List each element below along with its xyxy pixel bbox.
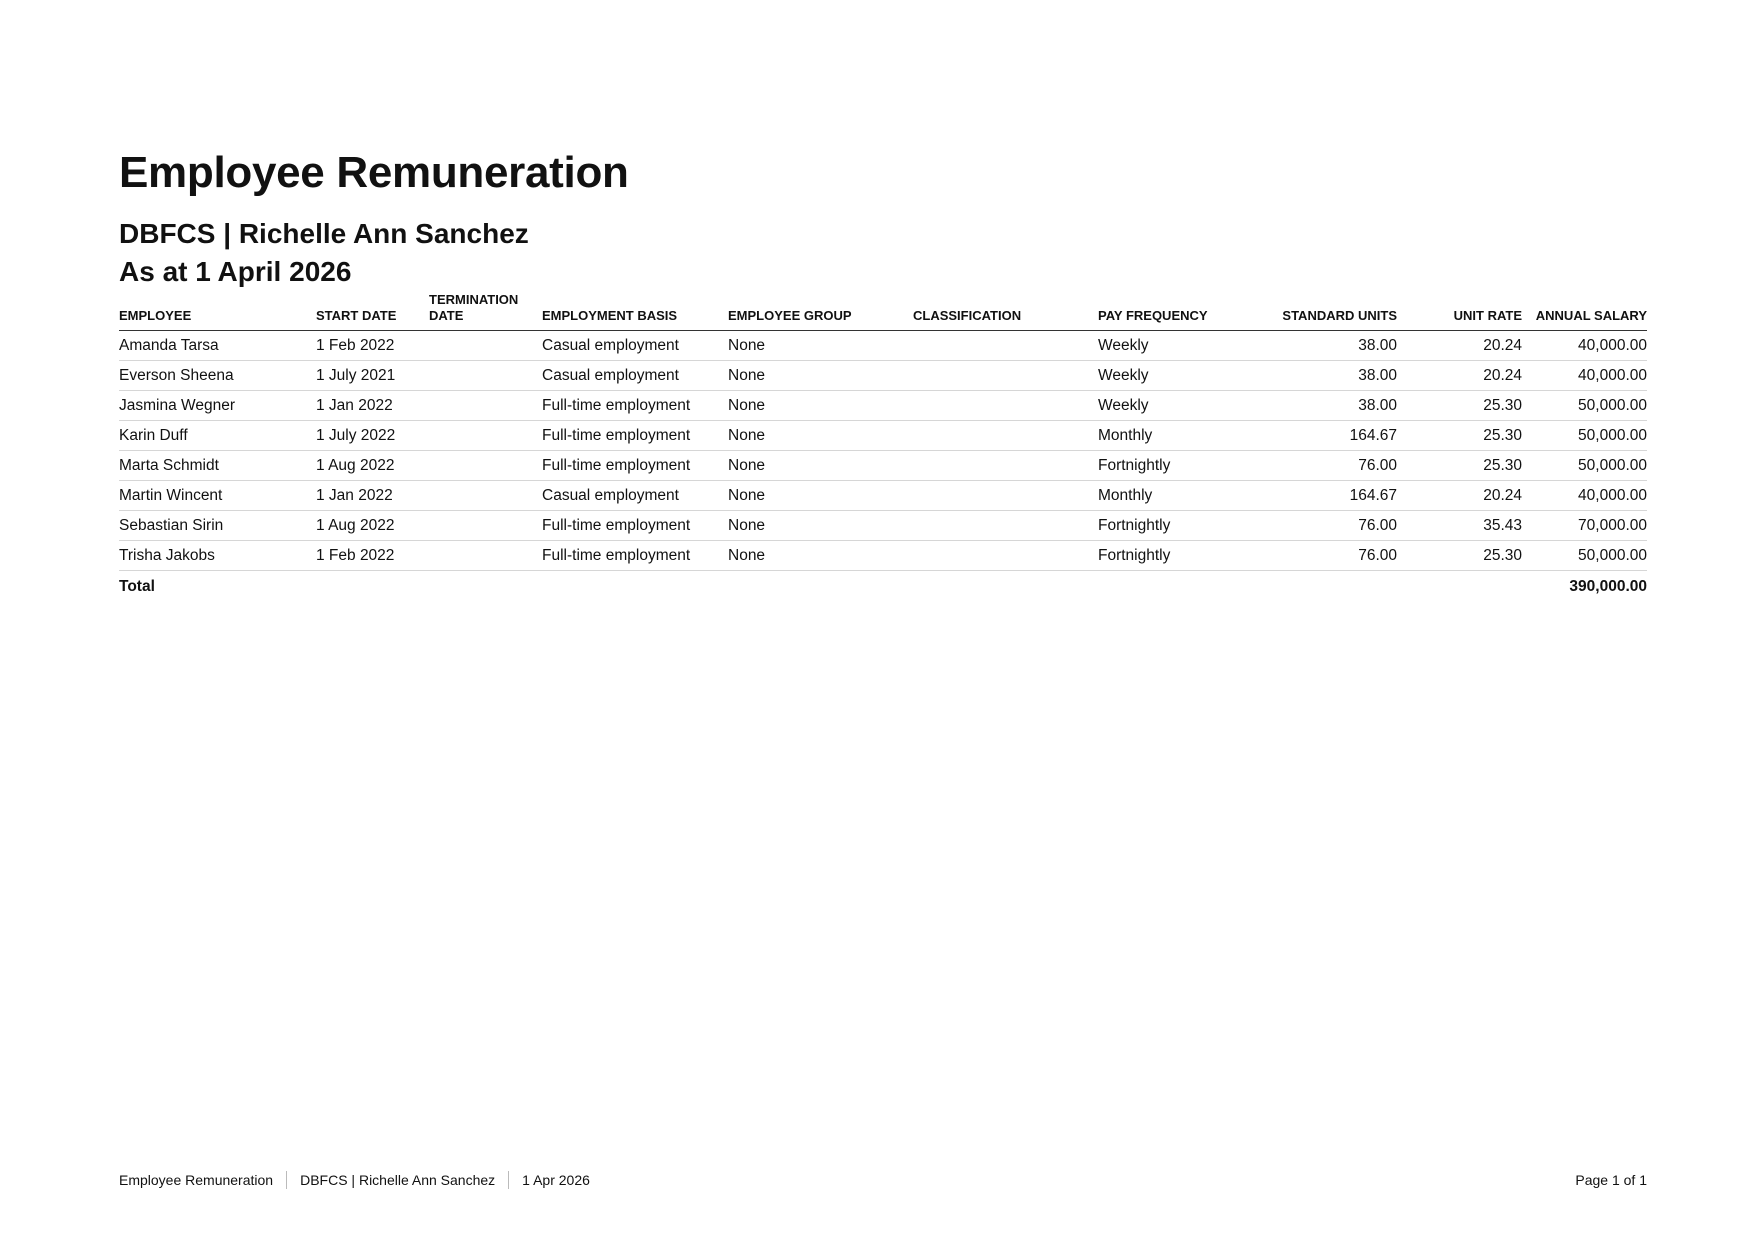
- total-empty-cell: [1248, 571, 1397, 602]
- footer-page-number: Page 1 of 1: [1575, 1172, 1647, 1188]
- cell-employee: Trisha Jakobs: [119, 541, 316, 571]
- cell-standard-units: 164.67: [1248, 481, 1397, 511]
- report-title: Employee Remuneration: [119, 148, 629, 197]
- cell-unit-rate: 20.24: [1397, 361, 1522, 391]
- total-label: Total: [119, 577, 155, 595]
- cell-employment-basis: Casual employment: [542, 361, 728, 391]
- cell-classification: [913, 421, 1098, 451]
- cell-classification: [913, 391, 1098, 421]
- cell-employee-group: None: [728, 421, 913, 451]
- cell-employment-basis: Full-time employment: [542, 511, 728, 541]
- total-row: [119, 571, 1647, 602]
- cell-termination-date: [429, 331, 542, 361]
- cell-pay-frequency: Weekly: [1098, 391, 1248, 421]
- header-termination-date: [429, 290, 542, 331]
- remuneration-table: [119, 290, 1647, 601]
- cell-annual-salary: 50,000.00: [1522, 421, 1647, 451]
- header-employee: EMPLOYEE: [119, 290, 316, 331]
- cell-employee: Amanda Tarsa: [119, 331, 316, 361]
- total-empty-cell: [316, 571, 429, 602]
- header-termination-date-line2: DATE: [429, 308, 464, 323]
- cell-start-date: 1 Aug 2022: [316, 451, 429, 481]
- cell-employee: Martin Wincent: [119, 481, 316, 511]
- cell-annual-salary: 50,000.00: [1522, 391, 1647, 421]
- cell-employment-basis: Casual employment: [542, 331, 728, 361]
- footer-report-name: Employee Remuneration: [119, 1172, 274, 1188]
- cell-employment-basis: Full-time employment: [542, 391, 728, 421]
- cell-employee-group: None: [728, 331, 913, 361]
- cell-employment-basis: Casual employment: [542, 481, 728, 511]
- cell-employee-group: None: [728, 541, 913, 571]
- cell-classification: [913, 361, 1098, 391]
- cell-unit-rate: 25.30: [1397, 421, 1522, 451]
- cell-standard-units: 76.00: [1248, 451, 1397, 481]
- cell-employee: Everson Sheena: [119, 361, 316, 391]
- report-subtitle-date: As at 1 April 2026: [119, 256, 352, 287]
- cell-start-date: 1 Feb 2022: [316, 331, 429, 361]
- cell-employee-group: None: [728, 481, 913, 511]
- header-termination-date-line1: TERMINATION: [429, 292, 519, 307]
- cell-classification: [913, 451, 1098, 481]
- cell-start-date: 1 Aug 2022: [316, 511, 429, 541]
- cell-standard-units: 164.67: [1248, 421, 1397, 451]
- header-employee-group: EMPLOYEE GROUP: [728, 290, 913, 331]
- cell-standard-units: 38.00: [1248, 331, 1397, 361]
- cell-employee-group: None: [728, 391, 913, 421]
- cell-annual-salary: 50,000.00: [1522, 541, 1647, 571]
- cell-unit-rate: 25.30: [1397, 451, 1522, 481]
- cell-termination-date: [429, 361, 542, 391]
- cell-employment-basis: Full-time employment: [542, 451, 728, 481]
- cell-annual-salary: 40,000.00: [1522, 331, 1647, 361]
- cell-standard-units: 76.00: [1248, 541, 1397, 571]
- cell-unit-rate: 25.30: [1397, 541, 1522, 571]
- total-empty-cell: [728, 571, 913, 602]
- cell-annual-salary: 70,000.00: [1522, 511, 1647, 541]
- cell-start-date: 1 July 2021: [316, 361, 429, 391]
- table-row: [119, 541, 1647, 571]
- cell-employment-basis: Full-time employment: [542, 541, 728, 571]
- cell-annual-salary: 50,000.00: [1522, 451, 1647, 481]
- cell-unit-rate: 20.24: [1397, 331, 1522, 361]
- total-empty-cell: [1397, 571, 1522, 602]
- cell-annual-salary: 40,000.00: [1522, 481, 1647, 511]
- header-unit-rate: UNIT RATE: [1397, 290, 1522, 331]
- cell-classification: [913, 511, 1098, 541]
- cell-start-date: 1 Jan 2022: [316, 481, 429, 511]
- table-row: [119, 511, 1647, 541]
- table-row: [119, 331, 1647, 361]
- footer-organisation: DBFCS | Richelle Ann Sanchez: [300, 1172, 496, 1188]
- cell-employee-group: None: [728, 511, 913, 541]
- header-annual-salary: ANNUAL SALARY: [1522, 290, 1647, 331]
- cell-start-date: 1 Jan 2022: [316, 391, 429, 421]
- cell-termination-date: [429, 511, 542, 541]
- cell-termination-date: [429, 451, 542, 481]
- cell-termination-date: [429, 421, 542, 451]
- table-row: [119, 361, 1647, 391]
- header-pay-frequency: PAY FREQUENCY: [1098, 290, 1248, 331]
- header-classification: CLASSIFICATION: [913, 290, 1098, 331]
- cell-termination-date: [429, 541, 542, 571]
- cell-classification: [913, 331, 1098, 361]
- cell-employee: Sebastian Sirin: [119, 511, 316, 541]
- table-row: [119, 421, 1647, 451]
- cell-standard-units: 38.00: [1248, 361, 1397, 391]
- table-row: [119, 451, 1647, 481]
- cell-employee: Marta Schmidt: [119, 451, 316, 481]
- total-empty-cell: [913, 571, 1098, 602]
- total-empty-cell: [429, 571, 542, 602]
- total-empty-cell: [542, 571, 728, 602]
- cell-pay-frequency: Weekly: [1098, 361, 1248, 391]
- cell-classification: [913, 481, 1098, 511]
- cell-pay-frequency: Weekly: [1098, 331, 1248, 361]
- cell-employee-group: None: [728, 451, 913, 481]
- total-annual-salary: 390,000.00: [1569, 577, 1647, 595]
- cell-pay-frequency: Monthly: [1098, 481, 1248, 511]
- cell-unit-rate: 20.24: [1397, 481, 1522, 511]
- cell-employee-group: None: [728, 361, 913, 391]
- cell-standard-units: 38.00: [1248, 391, 1397, 421]
- header-start-date: START DATE: [316, 290, 429, 331]
- table-header-row: [119, 290, 1647, 331]
- cell-pay-frequency: Fortnightly: [1098, 451, 1248, 481]
- total-empty-cell: [1098, 571, 1248, 602]
- page-footer: [119, 1171, 1647, 1189]
- table-row: [119, 391, 1647, 421]
- cell-start-date: 1 Feb 2022: [316, 541, 429, 571]
- footer-divider: [508, 1171, 509, 1189]
- cell-start-date: 1 July 2022: [316, 421, 429, 451]
- footer-date: 1 Apr 2026: [522, 1172, 590, 1188]
- header-employment-basis: EMPLOYMENT BASIS: [542, 290, 728, 331]
- cell-unit-rate: 35.43: [1397, 511, 1522, 541]
- cell-classification: [913, 541, 1098, 571]
- cell-employee: Jasmina Wegner: [119, 391, 316, 421]
- cell-employment-basis: Full-time employment: [542, 421, 728, 451]
- cell-termination-date: [429, 391, 542, 421]
- cell-annual-salary: 40,000.00: [1522, 361, 1647, 391]
- cell-pay-frequency: Fortnightly: [1098, 511, 1248, 541]
- table-row: [119, 481, 1647, 511]
- header-standard-units: STANDARD UNITS: [1248, 290, 1397, 331]
- cell-pay-frequency: Monthly: [1098, 421, 1248, 451]
- cell-pay-frequency: Fortnightly: [1098, 541, 1248, 571]
- cell-employee: Karin Duff: [119, 421, 316, 451]
- report-page: [119, 0, 1647, 1241]
- cell-standard-units: 76.00: [1248, 511, 1397, 541]
- footer-divider: [286, 1171, 287, 1189]
- cell-termination-date: [429, 481, 542, 511]
- report-subtitle-organisation: DBFCS | Richelle Ann Sanchez: [119, 218, 529, 249]
- cell-unit-rate: 25.30: [1397, 391, 1522, 421]
